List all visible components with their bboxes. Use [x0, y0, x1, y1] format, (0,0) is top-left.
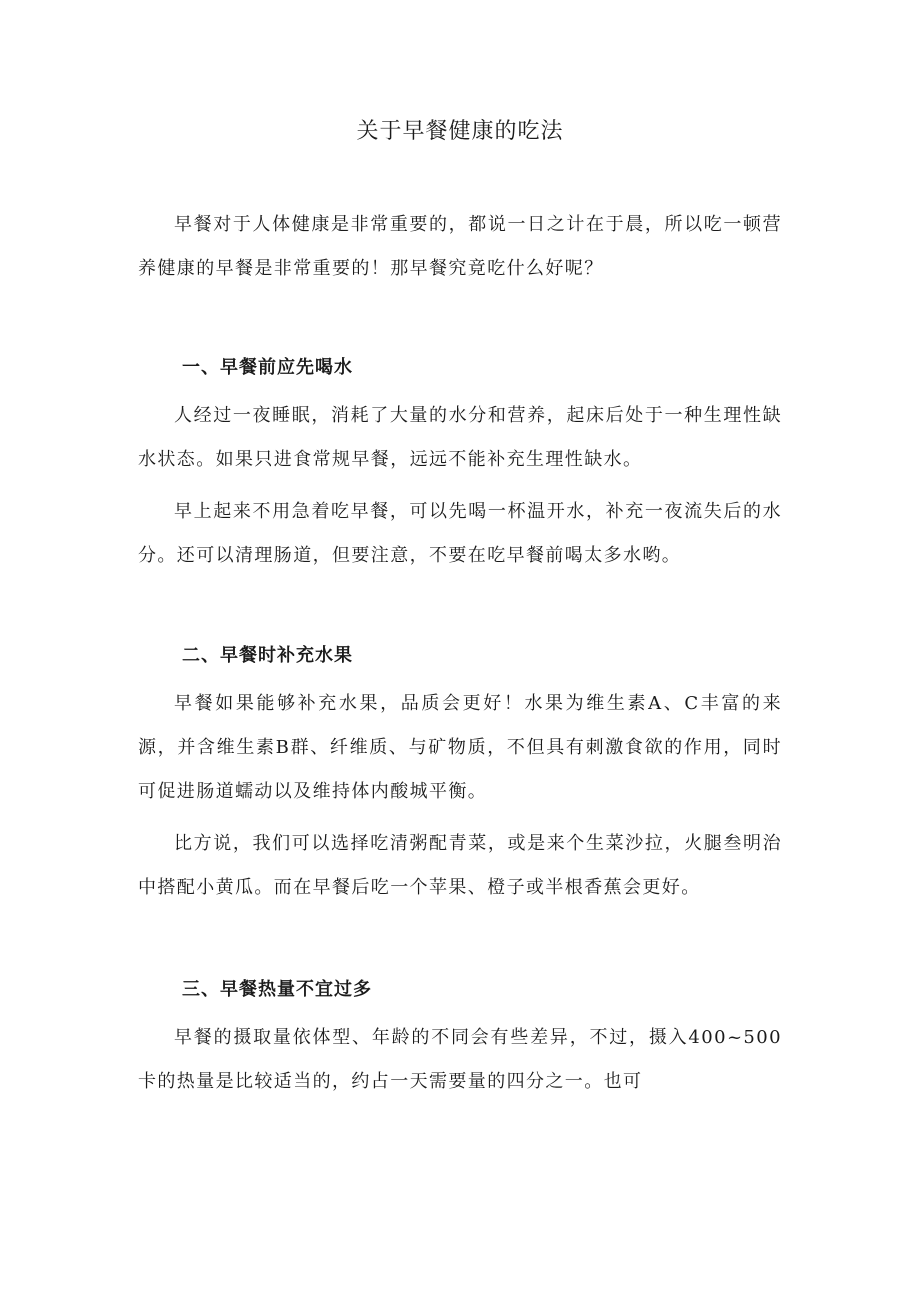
intro-paragraph: 早餐对于人体健康是非常重要的，都说一日之计在于晨，所以吃一顿营养健康的早餐是非常重要的！那早餐究竟吃什么好呢？: [138, 214, 782, 279]
section-2-heading: 二、早餐时补充水果: [182, 645, 353, 666]
section-2-body: [138, 682, 782, 910]
section-2-paragraph-2: 比方说，我们可以选择吃清粥配青菜，或是来个生菜沙拉，火腿叁明治中搭配小黄瓜。而在早餐后吃一个苹果、橙子或半根香蕉会更好。: [138, 833, 782, 898]
section-3-heading: 三、早餐热量不宜过多: [182, 979, 372, 1000]
section-3-paragraph-1: 早餐的摄取量依体型、年龄的不同会有些差异，不过，摄入400~500卡的热量是比较适当的，约占一天需要量的四分之一。也可: [138, 1027, 782, 1092]
section-1-body: [138, 394, 782, 578]
section-2-paragraph-1: 早餐如果能够补充水果，品质会更好！水果为维生素A、C丰富的来源，并含维生素B群、纤维质、与矿物质，不但具有刺激食欲的作用，同时可促进肠道蠕动以及维持体内酸城平衡。: [138, 693, 782, 802]
intro-block: [138, 203, 782, 291]
section-1-paragraph-2: 早上起来不用急着吃早餐，可以先喝一杯温开水，补充一夜流失后的水分。还可以清理肠道，但要注意，不要在吃早餐前喝太多水哟。: [138, 501, 782, 566]
section-1-heading: 一、早餐前应先喝水: [182, 357, 353, 378]
section-1-paragraph-1: 人经过一夜睡眠，消耗了大量的水分和营养，起床后处于一种生理性缺水状态。如果只进食常规早餐，远远不能补充生理性缺水。: [138, 405, 782, 470]
section-3-body: [138, 1016, 782, 1104]
document-title: 关于早餐健康的吃法: [356, 119, 564, 144]
